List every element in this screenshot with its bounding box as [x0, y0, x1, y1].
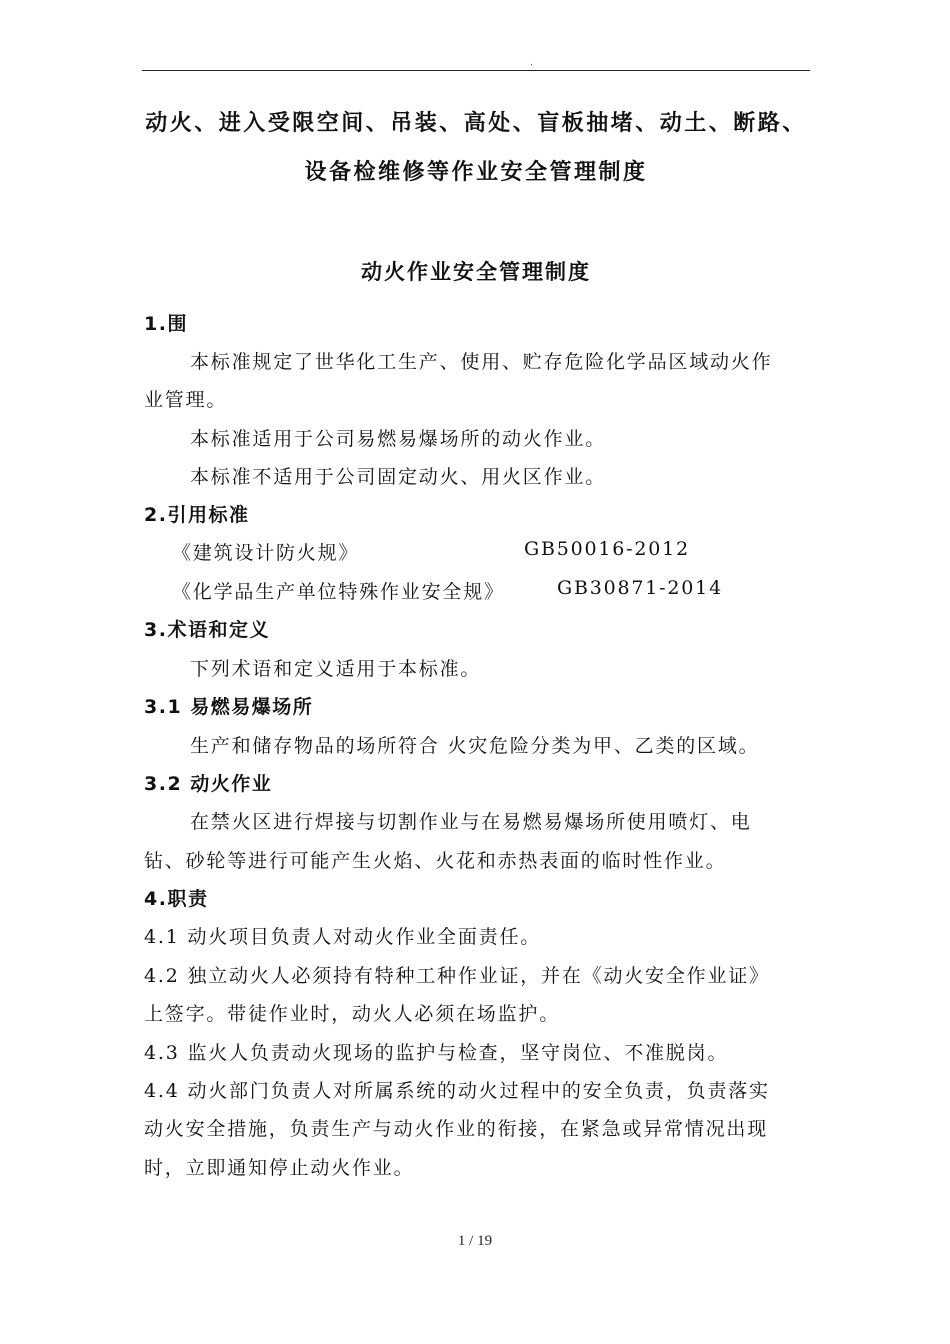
- heading-4: 4.职责: [144, 888, 209, 910]
- item-4-4-line-3: 时，立即通知停止动火作业。: [144, 1157, 415, 1179]
- item-4-4-line-1: 4.4 动火部门负责人对所属系统的动火过程中的安全负责，负责落实: [144, 1080, 770, 1102]
- item-4-4-line-2: 动火安全措施，负责生产与动火作业的衔接，在紧急或异常情况出现: [144, 1118, 769, 1140]
- paragraph-1-line-2: 业管理。: [144, 389, 228, 411]
- reference-1-name: 《建筑设计防火规》: [172, 542, 360, 564]
- paragraph-2: 本标准适用于公司易燃易爆场所的动火作业。: [190, 428, 607, 450]
- paragraph-3-2-line-1: 在禁火区进行焊接与切割作业与在易燃易爆场所使用喷灯、电: [190, 811, 752, 833]
- item-4-3: 4.3 监火人负责动火现场的监护与检查，坚守岗位、不准脱岗。: [144, 1042, 729, 1064]
- paragraph-1-line-1: 本标准规定了世华化工生产、使用、贮存危险化学品区域动火作: [190, 351, 773, 373]
- page-number: 1 / 19: [457, 1233, 493, 1249]
- paragraph-3-1: 生产和储存物品的场所符合 火灾危险分类为甲、乙类的区域。: [190, 735, 760, 757]
- paragraph-3-2-line-2: 钻、砂轮等进行可能产生火焰、火花和赤热表面的临时性作业。: [144, 850, 727, 872]
- heading-3: 3.术语和定义: [144, 619, 270, 641]
- document-title-line-1: 动火、进入受限空间、吊装、高处、盲板抽堵、动土、断路、: [145, 111, 807, 136]
- item-4-1: 4.1 动火项目负责人对动火作业全面责任。: [144, 926, 542, 948]
- heading-1: 1.围: [144, 313, 188, 335]
- paragraph-3-intro: 下列术语和定义适用于本标准。: [190, 658, 482, 680]
- item-4-2-line-2: 上签字。带徒作业时，动火人必须在场监护。: [144, 1003, 561, 1025]
- heading-3-2: 3.2 动火作业: [144, 773, 273, 795]
- item-4-2-line-1: 4.2 独立动火人必须持有特种工种作业证，并在《动火安全作业证》: [144, 965, 770, 987]
- reference-2-name: 《化学品生产单位特殊作业安全规》: [172, 581, 505, 603]
- reference-1-code: GB50016-2012: [524, 538, 690, 560]
- document-title-line-2: 设备检维修等作业安全管理制度: [304, 160, 648, 185]
- header-mark: .: [530, 58, 533, 68]
- reference-2-code: GB30871-2014: [557, 577, 723, 599]
- header-rule: [142, 70, 810, 71]
- heading-2: 2.引用标准: [144, 504, 250, 526]
- section-title: 动火作业安全管理制度: [361, 260, 591, 284]
- heading-3-1: 3.1 易燃易爆场所: [144, 696, 314, 718]
- paragraph-3: 本标准不适用于公司固定动火、用火区作业。: [190, 466, 607, 488]
